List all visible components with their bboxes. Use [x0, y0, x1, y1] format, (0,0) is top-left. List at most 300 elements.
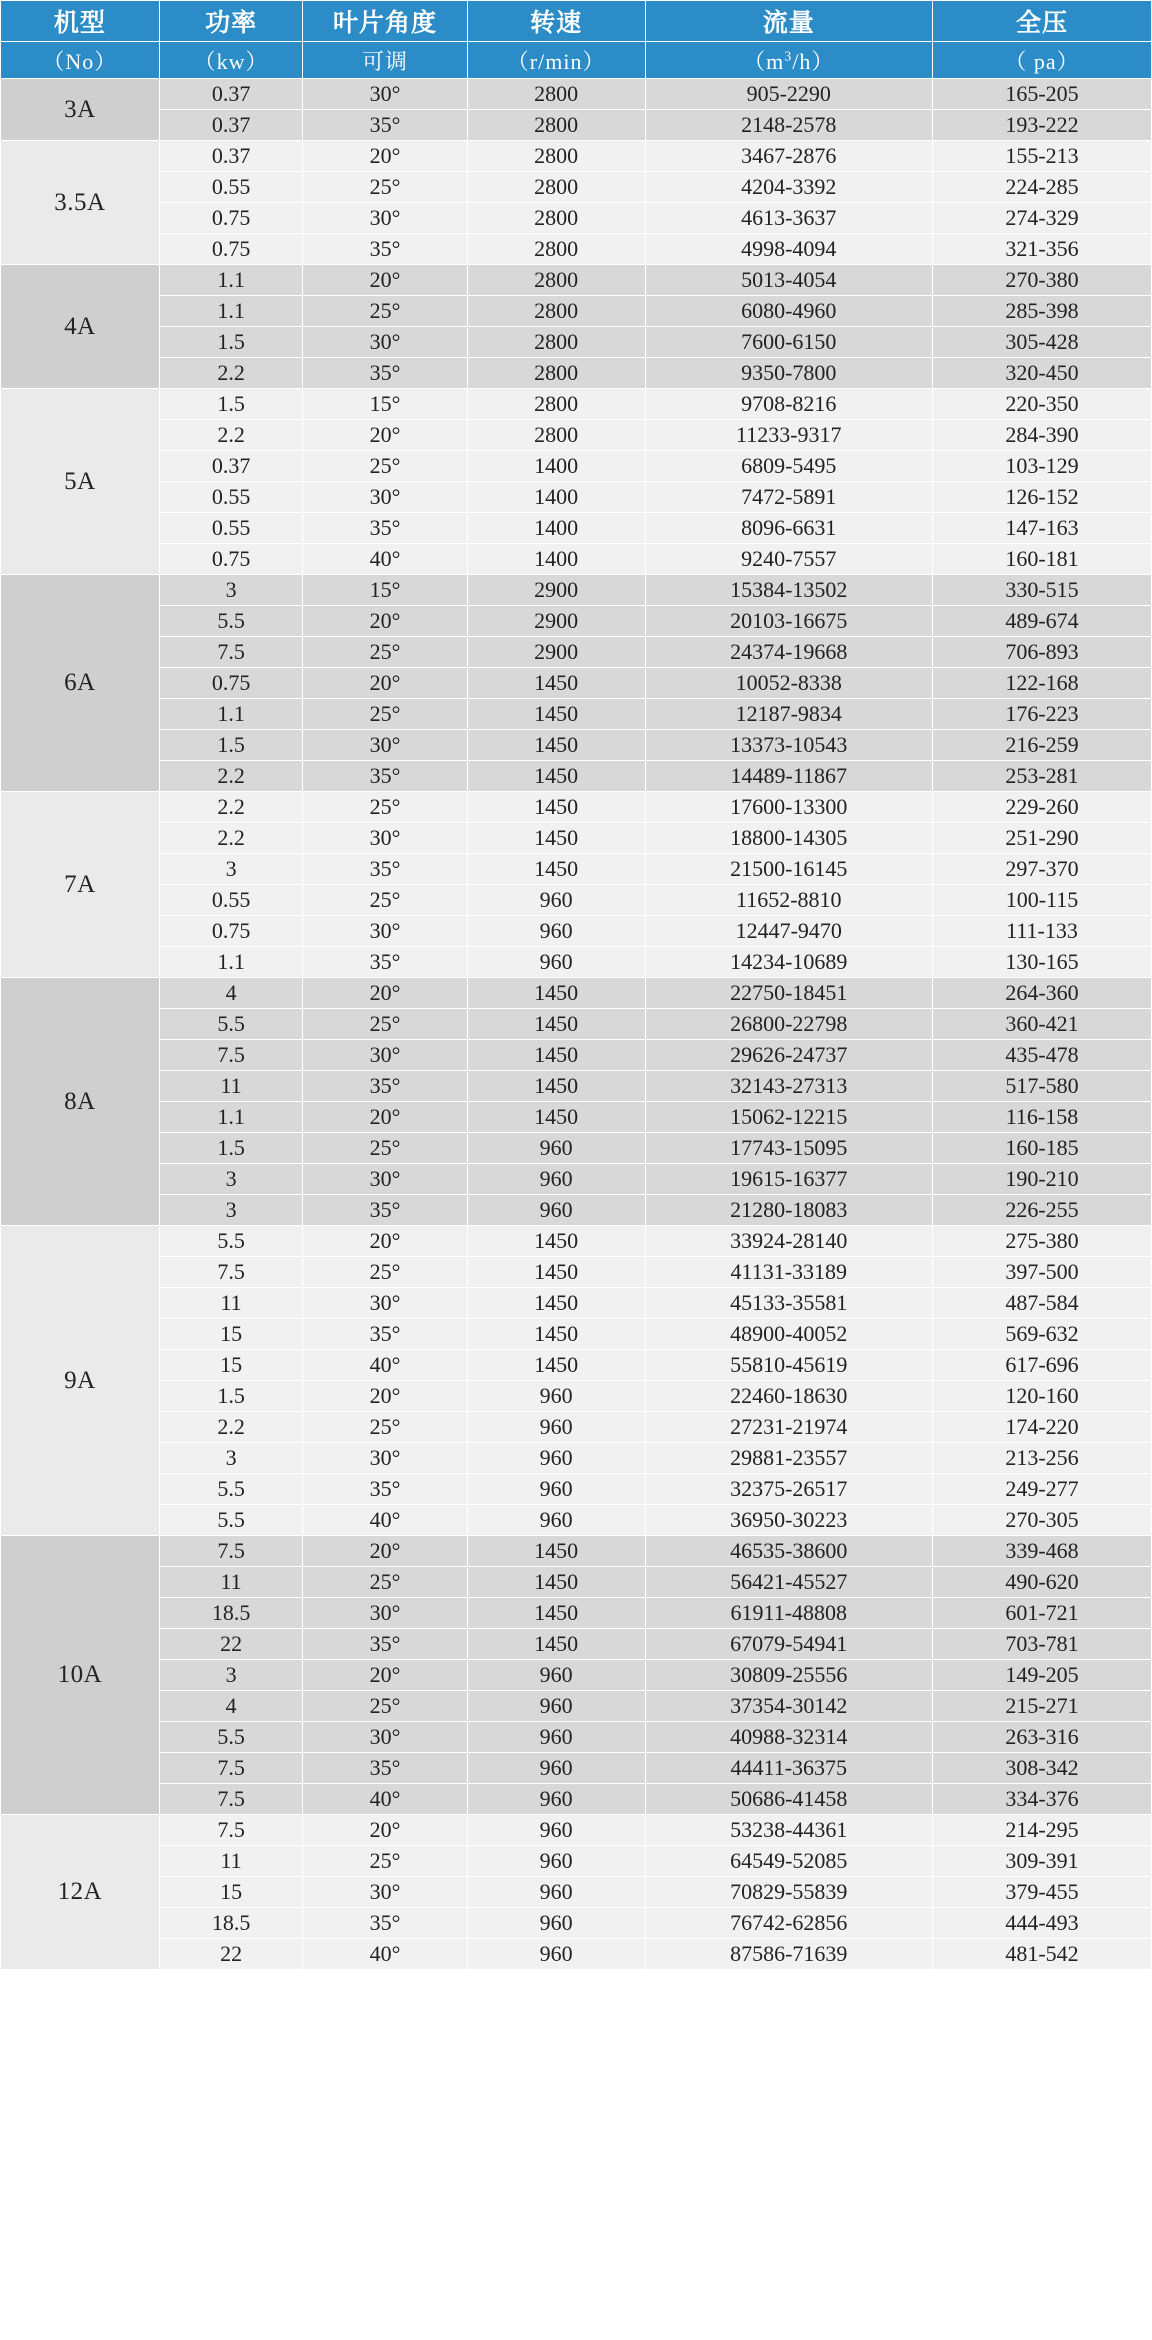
blade-angle-cell: 20°	[303, 1102, 467, 1133]
flow-cell: 18800-14305	[645, 823, 932, 854]
flow-cell: 17600-13300	[645, 792, 932, 823]
table-row	[1, 1288, 1152, 1319]
speed-cell: 960	[467, 1164, 645, 1195]
table-row	[1, 730, 1152, 761]
blade-angle-cell: 25°	[303, 1691, 467, 1722]
header-speed: 转速	[467, 1, 645, 42]
blade-angle-cell: 20°	[303, 1815, 467, 1846]
power-cell: 2.2	[159, 761, 303, 792]
power-cell: 1.1	[159, 265, 303, 296]
speed-cell: 2800	[467, 203, 645, 234]
speed-cell: 960	[467, 1474, 645, 1505]
table-row	[1, 637, 1152, 668]
table-row	[1, 1474, 1152, 1505]
speed-cell: 960	[467, 947, 645, 978]
blade-angle-cell: 30°	[303, 1040, 467, 1071]
header-row-main	[1, 1, 1152, 42]
table-row	[1, 1164, 1152, 1195]
flow-cell: 44411-36375	[645, 1753, 932, 1784]
table-row	[1, 203, 1152, 234]
power-cell: 0.37	[159, 110, 303, 141]
blade-angle-cell: 30°	[303, 823, 467, 854]
total-pressure-cell: 229-260	[932, 792, 1151, 823]
flow-cell: 29626-24737	[645, 1040, 932, 1071]
blade-angle-cell: 25°	[303, 1567, 467, 1598]
speed-cell: 2800	[467, 327, 645, 358]
model-cell: 12A	[1, 1815, 160, 1970]
total-pressure-cell: 397-500	[932, 1257, 1151, 1288]
total-pressure-cell: 216-259	[932, 730, 1151, 761]
total-pressure-cell: 130-165	[932, 947, 1151, 978]
total-pressure-cell: 160-181	[932, 544, 1151, 575]
power-cell: 11	[159, 1288, 303, 1319]
speed-cell: 2800	[467, 110, 645, 141]
total-pressure-cell: 703-781	[932, 1629, 1151, 1660]
speed-cell: 1400	[467, 482, 645, 513]
speed-cell: 1450	[467, 792, 645, 823]
speed-cell: 2800	[467, 172, 645, 203]
total-pressure-cell: 149-205	[932, 1660, 1151, 1691]
speed-cell: 1450	[467, 1009, 645, 1040]
blade-angle-cell: 25°	[303, 885, 467, 916]
blade-angle-cell: 35°	[303, 761, 467, 792]
table-row	[1, 1877, 1152, 1908]
flow-cell: 12187-9834	[645, 699, 932, 730]
flow-cell: 14234-10689	[645, 947, 932, 978]
power-cell: 22	[159, 1629, 303, 1660]
unit-speed: （r/min）	[467, 42, 645, 79]
total-pressure-cell: 517-580	[932, 1071, 1151, 1102]
total-pressure-cell: 174-220	[932, 1412, 1151, 1443]
flow-cell: 10052-8338	[645, 668, 932, 699]
power-cell: 18.5	[159, 1908, 303, 1939]
speed-cell: 1450	[467, 1257, 645, 1288]
power-cell: 11	[159, 1071, 303, 1102]
blade-angle-cell: 25°	[303, 296, 467, 327]
power-cell: 3	[159, 1164, 303, 1195]
speed-cell: 1450	[467, 823, 645, 854]
blade-angle-cell: 30°	[303, 1164, 467, 1195]
blade-angle-cell: 25°	[303, 1009, 467, 1040]
total-pressure-cell: 569-632	[932, 1319, 1151, 1350]
table-row	[1, 1133, 1152, 1164]
table-row	[1, 1815, 1152, 1846]
table-row	[1, 854, 1152, 885]
model-cell: 7A	[1, 792, 160, 978]
total-pressure-cell: 274-329	[932, 203, 1151, 234]
blade-angle-cell: 35°	[303, 234, 467, 265]
table-body	[1, 79, 1152, 1970]
flow-cell: 76742-62856	[645, 1908, 932, 1939]
power-cell: 2.2	[159, 792, 303, 823]
table-row	[1, 978, 1152, 1009]
flow-cell: 7600-6150	[645, 327, 932, 358]
table-row	[1, 1319, 1152, 1350]
blade-angle-cell: 20°	[303, 978, 467, 1009]
blade-angle-cell: 25°	[303, 172, 467, 203]
table-row	[1, 1257, 1152, 1288]
power-cell: 0.75	[159, 234, 303, 265]
table-row	[1, 1753, 1152, 1784]
table-row	[1, 668, 1152, 699]
total-pressure-cell: 321-356	[932, 234, 1151, 265]
table-row	[1, 1536, 1152, 1567]
blade-angle-cell: 20°	[303, 1660, 467, 1691]
total-pressure-cell: 193-222	[932, 110, 1151, 141]
flow-cell: 12447-9470	[645, 916, 932, 947]
total-pressure-cell: 226-255	[932, 1195, 1151, 1226]
speed-cell: 960	[467, 1815, 645, 1846]
total-pressure-cell: 308-342	[932, 1753, 1151, 1784]
table-row	[1, 761, 1152, 792]
total-pressure-cell: 214-295	[932, 1815, 1151, 1846]
flow-cell: 56421-45527	[645, 1567, 932, 1598]
total-pressure-cell: 275-380	[932, 1226, 1151, 1257]
power-cell: 1.5	[159, 1381, 303, 1412]
table-row	[1, 234, 1152, 265]
speed-cell: 1400	[467, 544, 645, 575]
flow-cell: 87586-71639	[645, 1939, 932, 1970]
flow-cell: 11233-9317	[645, 420, 932, 451]
blade-angle-cell: 20°	[303, 265, 467, 296]
speed-cell: 2800	[467, 234, 645, 265]
table-row	[1, 1195, 1152, 1226]
blade-angle-cell: 35°	[303, 1908, 467, 1939]
flow-cell: 6809-5495	[645, 451, 932, 482]
table-row	[1, 1071, 1152, 1102]
flow-cell: 22750-18451	[645, 978, 932, 1009]
total-pressure-cell: 601-721	[932, 1598, 1151, 1629]
table-row	[1, 1009, 1152, 1040]
power-cell: 0.37	[159, 141, 303, 172]
total-pressure-cell: 320-450	[932, 358, 1151, 389]
table-row	[1, 1629, 1152, 1660]
flow-cell: 67079-54941	[645, 1629, 932, 1660]
flow-cell: 9240-7557	[645, 544, 932, 575]
total-pressure-cell: 435-478	[932, 1040, 1151, 1071]
flow-cell: 41131-33189	[645, 1257, 932, 1288]
power-cell: 2.2	[159, 358, 303, 389]
flow-cell: 32375-26517	[645, 1474, 932, 1505]
table-row	[1, 792, 1152, 823]
table-row	[1, 420, 1152, 451]
power-cell: 0.55	[159, 172, 303, 203]
total-pressure-cell: 147-163	[932, 513, 1151, 544]
flow-cell: 50686-41458	[645, 1784, 932, 1815]
power-cell: 7.5	[159, 1536, 303, 1567]
model-cell: 5A	[1, 389, 160, 575]
power-cell: 4	[159, 978, 303, 1009]
power-cell: 4	[159, 1691, 303, 1722]
flow-cell: 5013-4054	[645, 265, 932, 296]
power-cell: 0.55	[159, 482, 303, 513]
flow-cell: 37354-30142	[645, 1691, 932, 1722]
total-pressure-cell: 253-281	[932, 761, 1151, 792]
table-row	[1, 513, 1152, 544]
power-cell: 15	[159, 1877, 303, 1908]
total-pressure-cell: 190-210	[932, 1164, 1151, 1195]
unit-flow: $(m^3/h)$	[645, 42, 932, 79]
flow-cell: 3467-2876	[645, 141, 932, 172]
total-pressure-cell: 617-696	[932, 1350, 1151, 1381]
power-cell: 1.5	[159, 389, 303, 420]
flow-cell: 26800-22798	[645, 1009, 932, 1040]
table-row	[1, 916, 1152, 947]
power-cell: 1.5	[159, 1133, 303, 1164]
table-row	[1, 296, 1152, 327]
total-pressure-cell: 334-376	[932, 1784, 1151, 1815]
flow-cell: 11652-8810	[645, 885, 932, 916]
power-cell: 0.75	[159, 668, 303, 699]
header-blade-angle: 叶片角度	[303, 1, 467, 42]
speed-cell: 960	[467, 1381, 645, 1412]
speed-cell: 960	[467, 1133, 645, 1164]
speed-cell: 1450	[467, 668, 645, 699]
power-cell: 5.5	[159, 606, 303, 637]
power-cell: 0.75	[159, 203, 303, 234]
total-pressure-cell: 305-428	[932, 327, 1151, 358]
blade-angle-cell: 30°	[303, 482, 467, 513]
speed-cell: 960	[467, 1505, 645, 1536]
blade-angle-cell: 30°	[303, 1598, 467, 1629]
flow-cell: 32143-27313	[645, 1071, 932, 1102]
blade-angle-cell: 25°	[303, 699, 467, 730]
table-row	[1, 358, 1152, 389]
table-row	[1, 1846, 1152, 1877]
blade-angle-cell: 40°	[303, 1939, 467, 1970]
table-row	[1, 1722, 1152, 1753]
blade-angle-cell: 20°	[303, 420, 467, 451]
unit-blade-angle: 可调	[303, 42, 467, 79]
flow-cell: 24374-19668	[645, 637, 932, 668]
blade-angle-cell: 30°	[303, 1288, 467, 1319]
speed-cell: 960	[467, 885, 645, 916]
table-row	[1, 1381, 1152, 1412]
power-cell: 7.5	[159, 637, 303, 668]
blade-angle-cell: 35°	[303, 513, 467, 544]
power-cell: 5.5	[159, 1505, 303, 1536]
flow-cell: 29881-23557	[645, 1443, 932, 1474]
power-cell: 3	[159, 1660, 303, 1691]
power-cell: 2.2	[159, 1412, 303, 1443]
flow-cell: 61911-48808	[645, 1598, 932, 1629]
flow-cell: 33924-28140	[645, 1226, 932, 1257]
table-row	[1, 1908, 1152, 1939]
table-row	[1, 327, 1152, 358]
table-row	[1, 885, 1152, 916]
total-pressure-cell: 100-115	[932, 885, 1151, 916]
table-row	[1, 1350, 1152, 1381]
total-pressure-cell: 176-223	[932, 699, 1151, 730]
speed-cell: 1450	[467, 1319, 645, 1350]
blade-angle-cell: 25°	[303, 451, 467, 482]
speed-cell: 960	[467, 1784, 645, 1815]
table-row	[1, 575, 1152, 606]
blade-angle-cell: 20°	[303, 668, 467, 699]
flow-cell: 53238-44361	[645, 1815, 932, 1846]
power-cell: 1.1	[159, 1102, 303, 1133]
speed-cell: 960	[467, 1443, 645, 1474]
power-cell: 5.5	[159, 1474, 303, 1505]
speed-cell: 2900	[467, 606, 645, 637]
total-pressure-cell: 309-391	[932, 1846, 1151, 1877]
speed-cell: 2800	[467, 389, 645, 420]
flow-cell: 19615-16377	[645, 1164, 932, 1195]
table-row	[1, 606, 1152, 637]
blade-angle-cell: 30°	[303, 1443, 467, 1474]
power-cell: 7.5	[159, 1784, 303, 1815]
speed-cell: 1450	[467, 761, 645, 792]
speed-cell: 2800	[467, 296, 645, 327]
power-cell: 7.5	[159, 1815, 303, 1846]
blade-angle-cell: 35°	[303, 1195, 467, 1226]
flow-cell: 9350-7800	[645, 358, 932, 389]
blade-angle-cell: 20°	[303, 1536, 467, 1567]
speed-cell: 2900	[467, 637, 645, 668]
flow-cell: 46535-38600	[645, 1536, 932, 1567]
header-power: 功率	[159, 1, 303, 42]
power-cell: 0.37	[159, 79, 303, 110]
blade-angle-cell: 30°	[303, 730, 467, 761]
power-cell: 0.55	[159, 885, 303, 916]
table-row	[1, 823, 1152, 854]
power-cell: 22	[159, 1939, 303, 1970]
total-pressure-cell: 116-158	[932, 1102, 1151, 1133]
blade-angle-cell: 15°	[303, 575, 467, 606]
blade-angle-cell: 25°	[303, 1257, 467, 1288]
power-cell: 0.37	[159, 451, 303, 482]
total-pressure-cell: 264-360	[932, 978, 1151, 1009]
table-row	[1, 482, 1152, 513]
flow-cell: 15384-13502	[645, 575, 932, 606]
speed-cell: 960	[467, 1722, 645, 1753]
flow-cell: 30809-25556	[645, 1660, 932, 1691]
power-cell: 7.5	[159, 1257, 303, 1288]
speed-cell: 1450	[467, 854, 645, 885]
blade-angle-cell: 30°	[303, 916, 467, 947]
blade-angle-cell: 40°	[303, 544, 467, 575]
flow-cell: 4613-3637	[645, 203, 932, 234]
speed-cell: 2800	[467, 79, 645, 110]
power-cell: 3	[159, 1195, 303, 1226]
table-row	[1, 1691, 1152, 1722]
header-total-pressure: 全压	[932, 1, 1151, 42]
blade-angle-cell: 40°	[303, 1350, 467, 1381]
total-pressure-cell: 160-185	[932, 1133, 1151, 1164]
blade-angle-cell: 35°	[303, 358, 467, 389]
speed-cell: 960	[467, 1691, 645, 1722]
flow-cell: 36950-30223	[645, 1505, 932, 1536]
blade-angle-cell: 20°	[303, 1381, 467, 1412]
speed-cell: 1450	[467, 730, 645, 761]
power-cell: 5.5	[159, 1009, 303, 1040]
speed-cell: 960	[467, 1846, 645, 1877]
blade-angle-cell: 15°	[303, 389, 467, 420]
power-cell: 18.5	[159, 1598, 303, 1629]
total-pressure-cell: 379-455	[932, 1877, 1151, 1908]
blade-angle-cell: 35°	[303, 1753, 467, 1784]
flow-cell: 905-2290	[645, 79, 932, 110]
table-row	[1, 699, 1152, 730]
blade-angle-cell: 25°	[303, 1133, 467, 1164]
flow-cell: 21280-18083	[645, 1195, 932, 1226]
speed-cell: 2800	[467, 358, 645, 389]
speed-cell: 1450	[467, 1350, 645, 1381]
flow-cell: 22460-18630	[645, 1381, 932, 1412]
blade-angle-cell: 25°	[303, 792, 467, 823]
table-row	[1, 1660, 1152, 1691]
speed-cell: 960	[467, 1877, 645, 1908]
power-cell: 3	[159, 575, 303, 606]
table-row	[1, 451, 1152, 482]
blade-angle-cell: 30°	[303, 1877, 467, 1908]
flow-cell: 45133-35581	[645, 1288, 932, 1319]
speed-cell: 960	[467, 916, 645, 947]
blade-angle-cell: 25°	[303, 1412, 467, 1443]
flow-cell: 20103-16675	[645, 606, 932, 637]
total-pressure-cell: 284-390	[932, 420, 1151, 451]
power-cell: 1.1	[159, 699, 303, 730]
blade-angle-cell: 40°	[303, 1784, 467, 1815]
total-pressure-cell: 297-370	[932, 854, 1151, 885]
total-pressure-cell: 111-133	[932, 916, 1151, 947]
flow-cell: 14489-11867	[645, 761, 932, 792]
unit-total-pressure: （ pa）	[932, 42, 1151, 79]
flow-cell: 13373-10543	[645, 730, 932, 761]
power-cell: 0.75	[159, 544, 303, 575]
table-row	[1, 172, 1152, 203]
speed-cell: 1450	[467, 978, 645, 1009]
speed-cell: 960	[467, 1660, 645, 1691]
flow-cell: 7472-5891	[645, 482, 932, 513]
model-cell: 9A	[1, 1226, 160, 1536]
total-pressure-cell: 487-584	[932, 1288, 1151, 1319]
table-header	[1, 1, 1152, 79]
table-row	[1, 1598, 1152, 1629]
total-pressure-cell: 481-542	[932, 1939, 1151, 1970]
speed-cell: 2800	[467, 141, 645, 172]
table-row	[1, 1505, 1152, 1536]
speed-cell: 1450	[467, 1040, 645, 1071]
blade-angle-cell: 20°	[303, 141, 467, 172]
table-row	[1, 1443, 1152, 1474]
total-pressure-cell: 706-893	[932, 637, 1151, 668]
power-cell: 5.5	[159, 1226, 303, 1257]
speed-cell: 1450	[467, 1226, 645, 1257]
total-pressure-cell: 285-398	[932, 296, 1151, 327]
speed-cell: 960	[467, 1908, 645, 1939]
flow-cell: 64549-52085	[645, 1846, 932, 1877]
total-pressure-cell: 339-468	[932, 1536, 1151, 1567]
flow-cell: 55810-45619	[645, 1350, 932, 1381]
table-row	[1, 1567, 1152, 1598]
power-cell: 2.2	[159, 823, 303, 854]
blade-angle-cell: 30°	[303, 327, 467, 358]
total-pressure-cell: 213-256	[932, 1443, 1151, 1474]
total-pressure-cell: 263-316	[932, 1722, 1151, 1753]
model-cell: 10A	[1, 1536, 160, 1815]
speed-cell: 1450	[467, 1567, 645, 1598]
blade-angle-cell: 30°	[303, 79, 467, 110]
power-cell: 15	[159, 1319, 303, 1350]
total-pressure-cell: 489-674	[932, 606, 1151, 637]
power-cell: 11	[159, 1846, 303, 1877]
blade-angle-cell: 35°	[303, 110, 467, 141]
speed-cell: 960	[467, 1939, 645, 1970]
blade-angle-cell: 20°	[303, 606, 467, 637]
power-cell: 1.5	[159, 327, 303, 358]
flow-cell: 4998-4094	[645, 234, 932, 265]
